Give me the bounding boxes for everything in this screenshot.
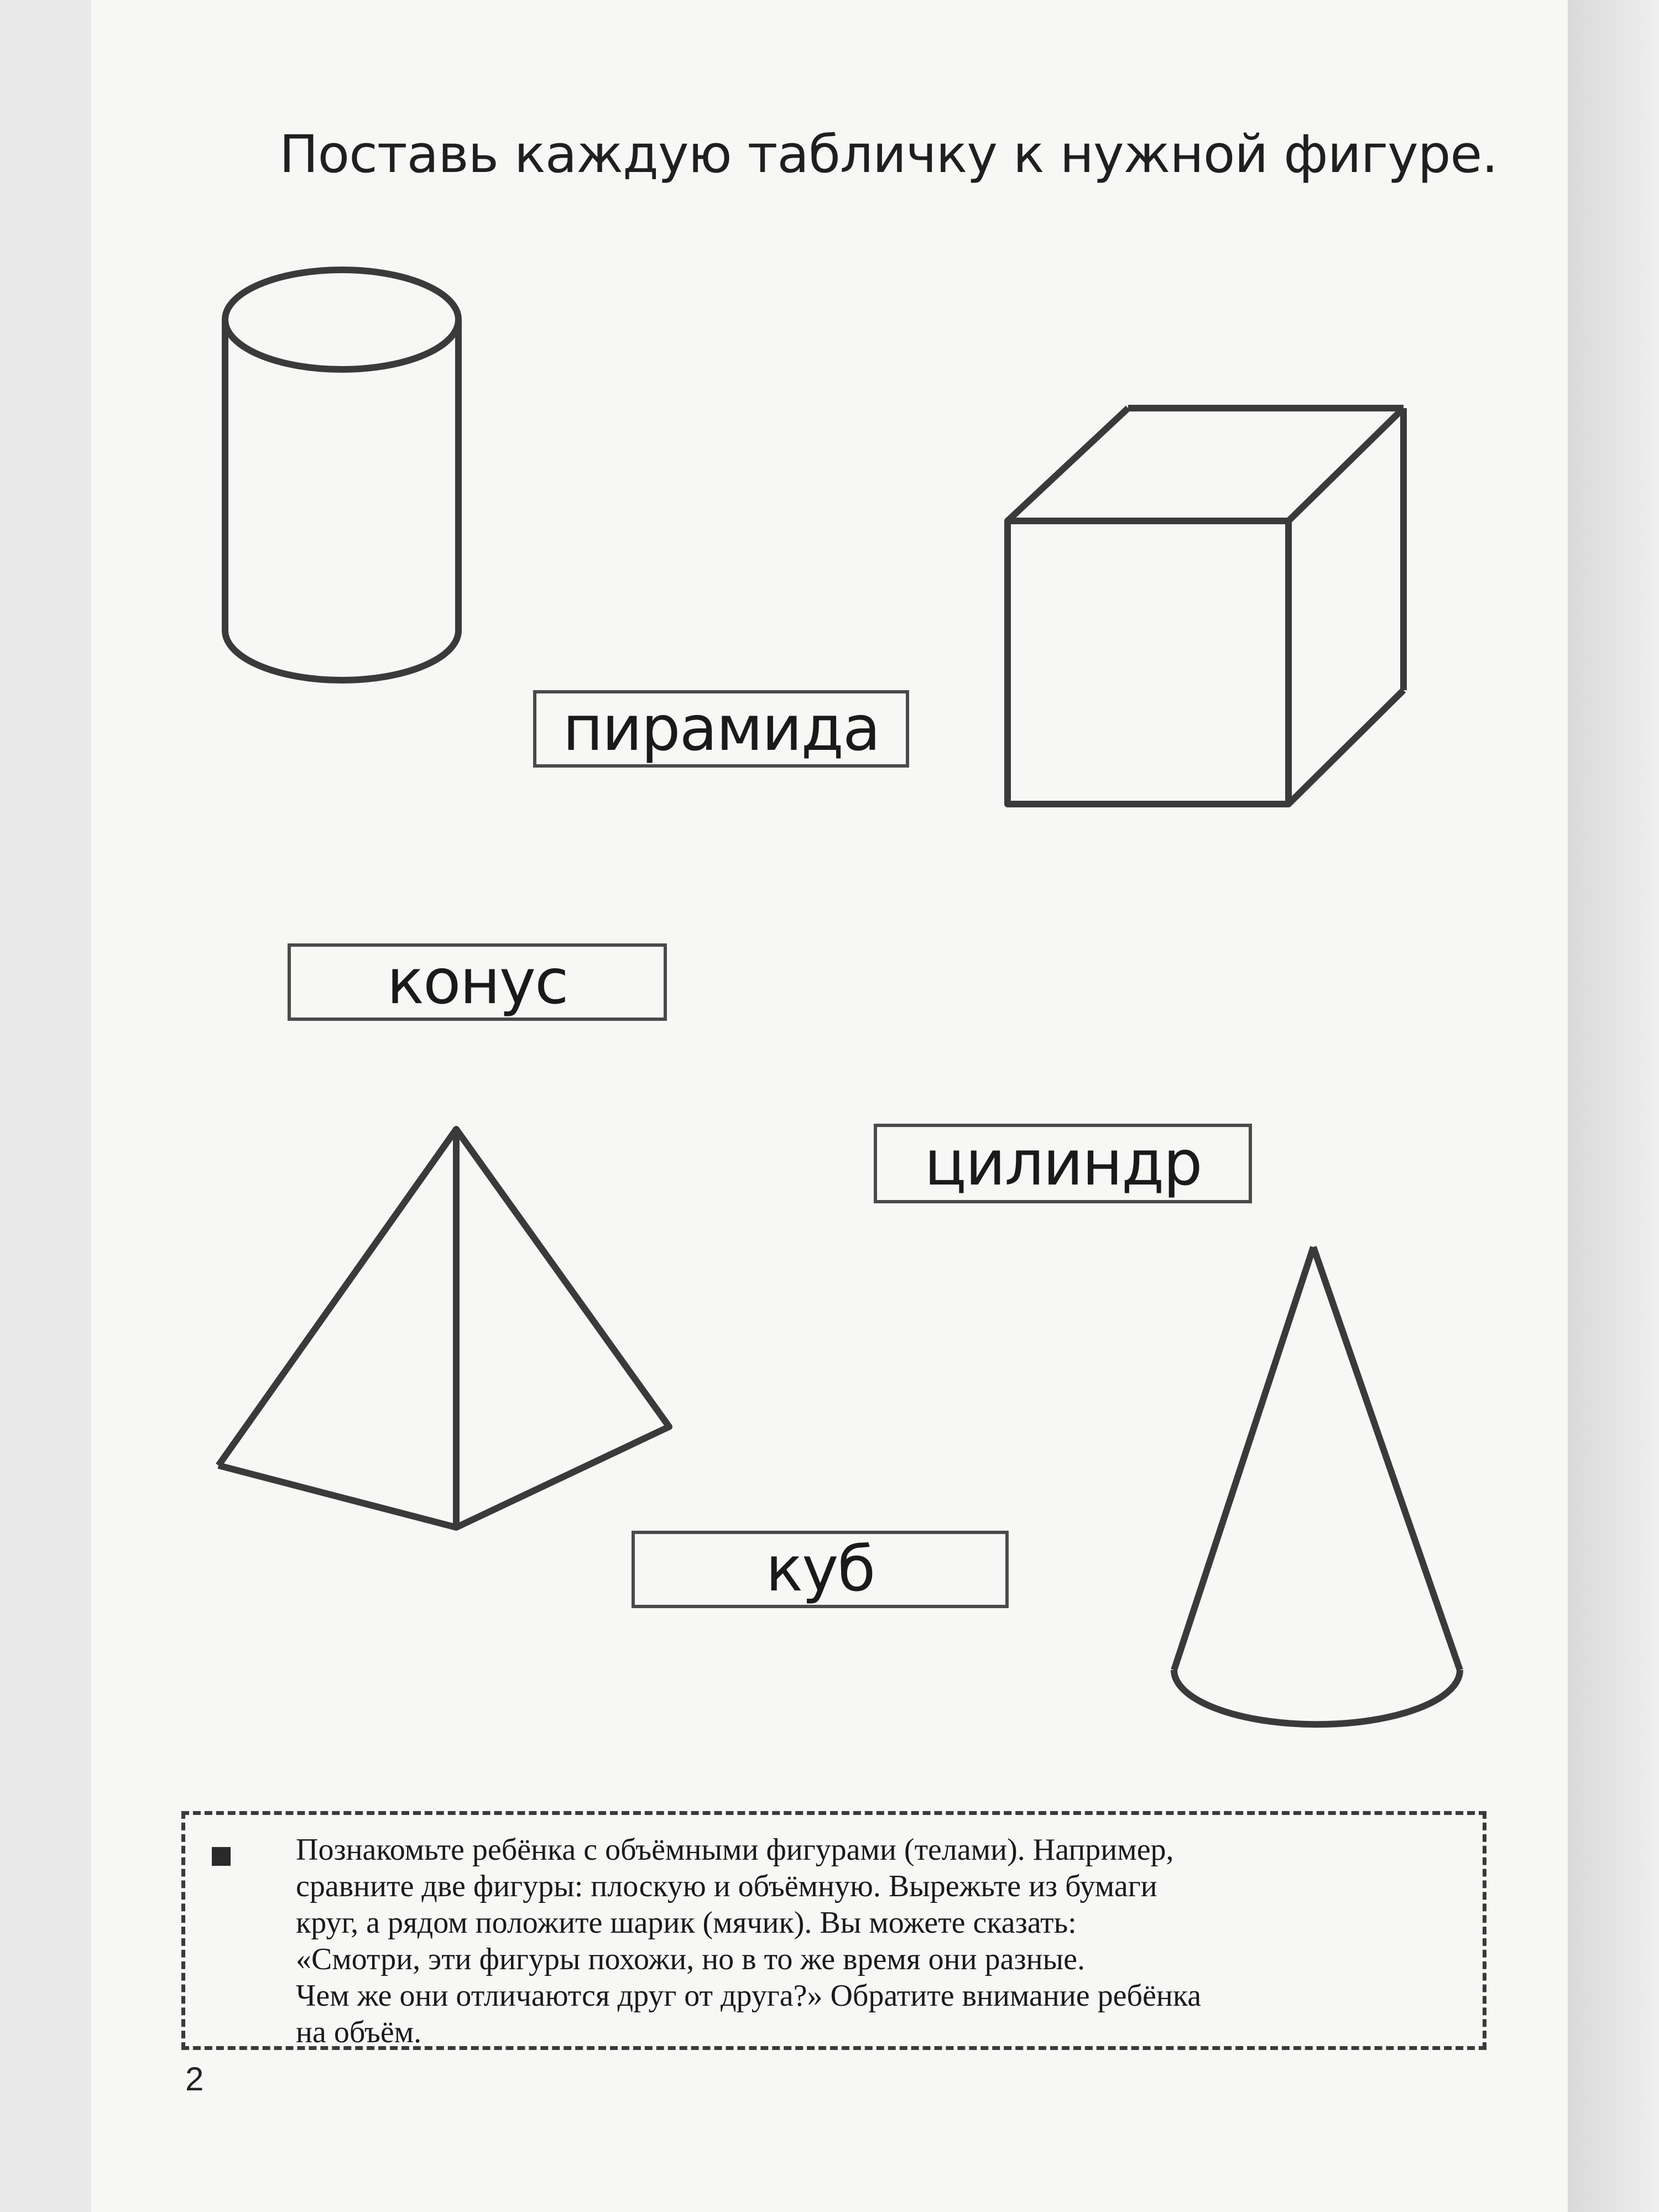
note-line: «Смотри, эти фигуры похожи, но в то же время они разные.	[296, 1942, 1086, 1976]
note-line: Чем же они отличаются друг от друга?» Обратите внимание ребёнка	[296, 1979, 1202, 2013]
label-cone[interactable]: конус	[288, 943, 667, 1021]
label-pyramid[interactable]: пирамида	[533, 690, 909, 768]
cylinder-figure[interactable]	[225, 270, 458, 680]
square-bullet-icon	[212, 1847, 231, 1866]
note-line: на объём.	[296, 2015, 422, 2049]
note-line: Познакомьте ребёнка с объёмными фигурами (телами). Например,	[296, 1833, 1174, 1867]
note-line: круг, а рядом положите шарик (мячик). Вы можете сказать:	[296, 1906, 1077, 1940]
page-number: 2	[185, 2060, 204, 2098]
parent-note-box	[181, 1811, 1486, 2050]
cone-figure[interactable]	[1174, 1247, 1460, 1724]
note-line: сравните две фигуры: плоскую и объёмную. Вырежьте из бумаги	[296, 1869, 1157, 1903]
parent-note-text	[296, 1832, 1468, 2051]
task-title: Поставь каждую табличку к нужной фигуре.	[279, 124, 1498, 185]
label-cylinder[interactable]: цилиндр	[874, 1124, 1252, 1203]
pyramid-figure[interactable]	[218, 1129, 669, 1527]
cube-figure[interactable]	[1008, 408, 1404, 804]
label-cube[interactable]: куб	[632, 1531, 1009, 1608]
